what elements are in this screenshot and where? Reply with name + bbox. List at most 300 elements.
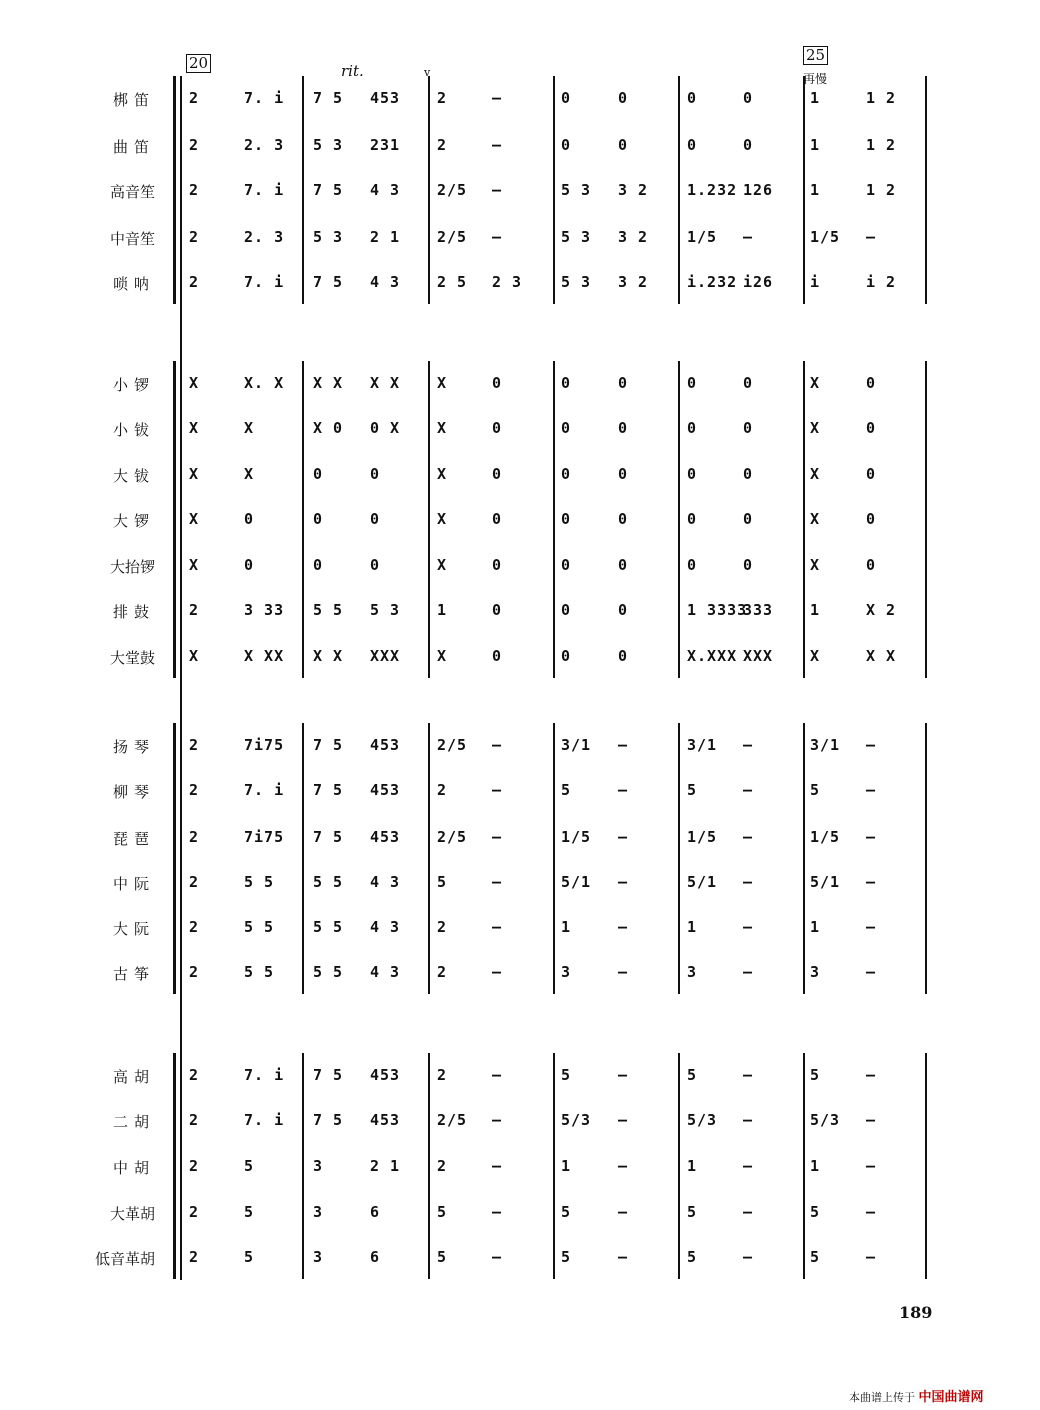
note-cell: – bbox=[618, 918, 629, 936]
note-cell: 2/5 bbox=[437, 736, 468, 754]
note-cell: 0 bbox=[561, 374, 572, 392]
note-cell: 0 bbox=[687, 510, 698, 528]
note-cell: – bbox=[618, 781, 629, 799]
note-cell: 5 bbox=[561, 1248, 572, 1266]
note-cell: 3/1 bbox=[810, 736, 841, 754]
note-cell: 0 bbox=[492, 465, 503, 483]
note-cell: X bbox=[189, 419, 200, 437]
note-cell: 5 bbox=[687, 1248, 698, 1266]
note-cell: 3 bbox=[561, 963, 572, 981]
instrument-label: 小钹 bbox=[112, 421, 155, 439]
note-cell: 1 bbox=[437, 601, 448, 619]
note-cell: 5/3 bbox=[810, 1111, 841, 1129]
note-cell: 2 bbox=[189, 89, 200, 107]
note-cell: 0 bbox=[492, 556, 503, 574]
barline bbox=[678, 76, 680, 304]
note-cell: 0 X bbox=[370, 419, 401, 437]
note-cell: 0 bbox=[370, 510, 381, 528]
instrument-label: 小锣 bbox=[112, 376, 155, 394]
note-cell: 2 bbox=[189, 181, 200, 199]
note-cell: 7. i bbox=[244, 89, 285, 107]
note-cell: – bbox=[866, 918, 877, 936]
note-cell: – bbox=[492, 1203, 503, 1221]
note-cell: 0 bbox=[743, 136, 754, 154]
note-cell: 0 bbox=[743, 419, 754, 437]
note-cell: 3 2 bbox=[618, 273, 649, 291]
note-cell: X.XXX bbox=[687, 647, 738, 665]
note-cell: 0 bbox=[561, 556, 572, 574]
note-cell: 3/1 bbox=[561, 736, 592, 754]
note-cell: XXX bbox=[370, 647, 401, 665]
page-number: 189 bbox=[899, 1303, 933, 1322]
note-cell: 7 5 bbox=[313, 89, 344, 107]
note-cell: 3/1 bbox=[687, 736, 718, 754]
note-cell: 5 5 bbox=[313, 963, 344, 981]
note-cell: 5 bbox=[244, 1157, 255, 1175]
note-cell: 7. i bbox=[244, 1066, 285, 1084]
note-cell: – bbox=[492, 736, 503, 754]
note-cell: i bbox=[810, 273, 821, 291]
note-cell: 5 3 bbox=[313, 136, 344, 154]
note-cell: 3 bbox=[810, 963, 821, 981]
note-cell: 1 bbox=[810, 181, 821, 199]
note-cell: 2 bbox=[189, 781, 200, 799]
barline bbox=[803, 361, 805, 678]
note-cell: – bbox=[743, 1157, 754, 1175]
note-cell: – bbox=[866, 828, 877, 846]
note-cell: – bbox=[866, 736, 877, 754]
note-cell: 0 bbox=[561, 601, 572, 619]
note-cell: 2 bbox=[189, 1157, 200, 1175]
note-cell: – bbox=[492, 873, 503, 891]
note-cell: 0 bbox=[244, 510, 255, 528]
note-cell: 5 3 bbox=[313, 228, 344, 246]
note-cell: 1 bbox=[561, 1157, 572, 1175]
instrument-label: 大阮 bbox=[112, 920, 155, 938]
note-cell: X X bbox=[370, 374, 401, 392]
note-cell: 0 bbox=[492, 374, 503, 392]
note-cell: X bbox=[189, 556, 200, 574]
note-cell: 0 bbox=[618, 510, 629, 528]
note-cell: 1 bbox=[687, 1157, 698, 1175]
note-cell: 0 bbox=[687, 556, 698, 574]
note-cell: 3 bbox=[313, 1248, 324, 1266]
note-cell: 5 bbox=[561, 1203, 572, 1221]
note-cell: – bbox=[492, 1066, 503, 1084]
note-cell: 0 bbox=[492, 647, 503, 665]
note-cell: 5 bbox=[687, 1203, 698, 1221]
note-cell: 2 bbox=[437, 1066, 448, 1084]
barline bbox=[428, 76, 430, 304]
note-cell: 2 bbox=[189, 273, 200, 291]
note-cell: 453 bbox=[370, 1111, 401, 1129]
note-cell: 5 5 bbox=[313, 918, 344, 936]
instrument-label: 中音笙 bbox=[109, 230, 155, 248]
note-cell: 2 1 bbox=[370, 228, 401, 246]
note-cell: 2 bbox=[189, 136, 200, 154]
note-cell: 1/5 bbox=[561, 828, 592, 846]
note-cell: 2 bbox=[189, 1111, 200, 1129]
barline bbox=[925, 361, 927, 678]
note-cell: 0 bbox=[866, 419, 877, 437]
note-cell: 5 5 bbox=[244, 918, 275, 936]
barline bbox=[302, 76, 304, 304]
note-cell: X XX bbox=[244, 647, 285, 665]
note-cell: 2 bbox=[189, 1248, 200, 1266]
note-cell: 333 bbox=[743, 601, 774, 619]
note-cell: X bbox=[810, 647, 821, 665]
instrument-label: 高音笙 bbox=[109, 183, 155, 201]
note-cell: 5 bbox=[437, 1203, 448, 1221]
instrument-label: 中胡 bbox=[112, 1159, 155, 1177]
note-cell: 5 bbox=[687, 781, 698, 799]
instrument-label: 大堂鼓 bbox=[109, 649, 155, 667]
footer-site: 中国曲谱网 bbox=[918, 1390, 984, 1405]
note-cell: 0 bbox=[618, 465, 629, 483]
note-cell: 0 bbox=[866, 510, 877, 528]
barline bbox=[925, 723, 927, 994]
instrument-label: 扬琴 bbox=[112, 738, 155, 756]
instrument-label: 低音革胡 bbox=[94, 1250, 155, 1268]
note-cell: 0 bbox=[687, 89, 698, 107]
note-cell: – bbox=[492, 1248, 503, 1266]
note-cell: – bbox=[743, 1248, 754, 1266]
instrument-label: 二胡 bbox=[112, 1113, 155, 1131]
note-cell: 0 bbox=[561, 136, 572, 154]
footer-credit bbox=[849, 1386, 984, 1405]
tempo-rit: rit. bbox=[341, 62, 364, 80]
note-cell: – bbox=[743, 828, 754, 846]
instrument-label: 柳琴 bbox=[112, 783, 155, 801]
note-cell: 5 bbox=[437, 1248, 448, 1266]
footer-text: 本曲谱上传于 bbox=[849, 1391, 915, 1404]
barline bbox=[428, 1053, 430, 1279]
note-cell: – bbox=[743, 1066, 754, 1084]
instrument-label: 大抬锣 bbox=[109, 558, 155, 576]
instrument-label: 中阮 bbox=[112, 875, 155, 893]
note-cell: 5/1 bbox=[561, 873, 592, 891]
note-cell: – bbox=[492, 1111, 503, 1129]
note-cell: 453 bbox=[370, 89, 401, 107]
note-cell: 4 3 bbox=[370, 181, 401, 199]
note-cell: – bbox=[618, 1203, 629, 1221]
note-cell: 5/3 bbox=[561, 1111, 592, 1129]
note-cell: – bbox=[618, 736, 629, 754]
note-cell: 2 bbox=[189, 963, 200, 981]
note-cell: 1/5 bbox=[687, 828, 718, 846]
note-cell: – bbox=[866, 873, 877, 891]
note-cell: X X bbox=[313, 374, 344, 392]
note-cell: 7 5 bbox=[313, 736, 344, 754]
barline bbox=[302, 361, 304, 678]
note-cell: – bbox=[618, 1111, 629, 1129]
group-bracket bbox=[173, 1053, 176, 1279]
note-cell: – bbox=[492, 89, 503, 107]
barline bbox=[678, 723, 680, 994]
note-cell: X bbox=[437, 556, 448, 574]
note-cell: 2 bbox=[437, 89, 448, 107]
note-cell: X X bbox=[313, 647, 344, 665]
instrument-label: 琵琶 bbox=[112, 830, 155, 848]
note-cell: – bbox=[618, 963, 629, 981]
note-cell: 5/1 bbox=[810, 873, 841, 891]
note-cell: 1 bbox=[561, 918, 572, 936]
barline bbox=[302, 1053, 304, 1279]
note-cell: – bbox=[492, 228, 503, 246]
note-cell: 2 bbox=[437, 136, 448, 154]
note-cell: X bbox=[244, 465, 255, 483]
instrument-label: 曲笛 bbox=[112, 138, 155, 156]
note-cell: 231 bbox=[370, 136, 401, 154]
note-cell: 7. i bbox=[244, 1111, 285, 1129]
note-cell: 1 bbox=[810, 1157, 821, 1175]
note-cell: 2 bbox=[437, 963, 448, 981]
note-cell: 2 3 bbox=[492, 273, 523, 291]
note-cell: 0 bbox=[313, 465, 324, 483]
note-cell: 2/5 bbox=[437, 1111, 468, 1129]
note-cell: 5 bbox=[687, 1066, 698, 1084]
note-cell: X bbox=[189, 465, 200, 483]
note-cell: 0 bbox=[866, 374, 877, 392]
note-cell: 3 33 bbox=[244, 601, 285, 619]
note-cell: X bbox=[437, 465, 448, 483]
note-cell: – bbox=[492, 828, 503, 846]
note-cell: 0 bbox=[244, 556, 255, 574]
note-cell: 1 2 bbox=[866, 136, 897, 154]
note-cell: 3 bbox=[687, 963, 698, 981]
note-cell: 453 bbox=[370, 781, 401, 799]
note-cell: 5 bbox=[437, 873, 448, 891]
note-cell: – bbox=[743, 228, 754, 246]
note-cell: 2 bbox=[189, 828, 200, 846]
note-cell: 5 5 bbox=[313, 873, 344, 891]
barline bbox=[803, 76, 805, 304]
note-cell: 0 bbox=[618, 374, 629, 392]
group-bracket bbox=[173, 723, 176, 994]
note-cell: – bbox=[866, 1157, 877, 1175]
note-cell: 0 bbox=[687, 465, 698, 483]
barline bbox=[925, 1053, 927, 1279]
note-cell: X bbox=[437, 647, 448, 665]
note-cell: – bbox=[492, 963, 503, 981]
note-cell: X bbox=[189, 510, 200, 528]
note-cell: 1 3333 bbox=[687, 601, 748, 619]
note-cell: 7 5 bbox=[313, 181, 344, 199]
note-cell: 0 bbox=[618, 647, 629, 665]
note-cell: 5/3 bbox=[687, 1111, 718, 1129]
note-cell: 0 bbox=[370, 556, 381, 574]
note-cell: – bbox=[866, 963, 877, 981]
note-cell: 2 bbox=[189, 1203, 200, 1221]
instrument-label: 古筝 bbox=[112, 965, 155, 983]
barline bbox=[302, 723, 304, 994]
note-cell: 0 bbox=[618, 419, 629, 437]
note-cell: 5 3 bbox=[370, 601, 401, 619]
note-cell: – bbox=[743, 781, 754, 799]
note-cell: – bbox=[866, 1111, 877, 1129]
note-cell: 7i75 bbox=[244, 736, 285, 754]
note-cell: 2 1 bbox=[370, 1157, 401, 1175]
accent-mark: v bbox=[424, 66, 431, 79]
barline bbox=[678, 1053, 680, 1279]
note-cell: 1/5 bbox=[687, 228, 718, 246]
barline bbox=[925, 76, 927, 304]
note-cell: 5 bbox=[810, 1203, 821, 1221]
rehearsal-mark-25: 25 bbox=[803, 46, 828, 65]
note-cell: 2/5 bbox=[437, 828, 468, 846]
note-cell: – bbox=[492, 781, 503, 799]
note-cell: 453 bbox=[370, 828, 401, 846]
tempo-zaiman: 再慢 bbox=[803, 72, 828, 86]
barline bbox=[803, 1053, 805, 1279]
note-cell: 1 bbox=[810, 918, 821, 936]
instrument-label: 排鼓 bbox=[112, 603, 155, 621]
barline bbox=[428, 361, 430, 678]
note-cell: 5 bbox=[561, 781, 572, 799]
instrument-label: 唢呐 bbox=[112, 275, 155, 293]
note-cell: – bbox=[743, 918, 754, 936]
note-cell: – bbox=[866, 1203, 877, 1221]
note-cell: 0 bbox=[492, 419, 503, 437]
note-cell: 4 3 bbox=[370, 273, 401, 291]
note-cell: 1 2 bbox=[866, 181, 897, 199]
note-cell: – bbox=[492, 918, 503, 936]
note-cell: 1 bbox=[810, 601, 821, 619]
note-cell: X bbox=[437, 419, 448, 437]
note-cell: – bbox=[743, 873, 754, 891]
note-cell: 2 bbox=[189, 873, 200, 891]
note-cell: 1 2 bbox=[866, 89, 897, 107]
note-cell: 2. 3 bbox=[244, 136, 285, 154]
instrument-label: 高胡 bbox=[112, 1068, 155, 1086]
note-cell: 1.232 bbox=[687, 181, 738, 199]
note-cell: i26 bbox=[743, 273, 774, 291]
note-cell: 7i75 bbox=[244, 828, 285, 846]
system-spine bbox=[180, 76, 182, 1280]
note-cell: – bbox=[618, 1066, 629, 1084]
note-cell: 2 5 bbox=[437, 273, 468, 291]
note-cell: X 0 bbox=[313, 419, 344, 437]
note-cell: – bbox=[618, 1248, 629, 1266]
note-cell: – bbox=[743, 1111, 754, 1129]
note-cell: 5 bbox=[561, 1066, 572, 1084]
note-cell: 126 bbox=[743, 181, 774, 199]
note-cell: 1 bbox=[810, 136, 821, 154]
note-cell: – bbox=[492, 136, 503, 154]
note-cell: 0 bbox=[618, 601, 629, 619]
note-cell: X bbox=[244, 419, 255, 437]
note-cell: 0 bbox=[313, 556, 324, 574]
note-cell: – bbox=[866, 781, 877, 799]
note-cell: 2/5 bbox=[437, 228, 468, 246]
note-cell: 0 bbox=[561, 89, 572, 107]
note-cell: 1 bbox=[687, 918, 698, 936]
note-cell: X bbox=[189, 647, 200, 665]
note-cell: 0 bbox=[561, 647, 572, 665]
note-cell: 2 bbox=[189, 918, 200, 936]
note-cell: 7 5 bbox=[313, 828, 344, 846]
note-cell: 2 bbox=[189, 736, 200, 754]
group-bracket bbox=[173, 361, 176, 678]
note-cell: 7 5 bbox=[313, 1066, 344, 1084]
note-cell: 3 2 bbox=[618, 228, 649, 246]
note-cell: – bbox=[743, 1203, 754, 1221]
group-bracket bbox=[173, 76, 176, 304]
note-cell: 0 bbox=[618, 556, 629, 574]
note-cell: 2 bbox=[189, 1066, 200, 1084]
note-cell: 0 bbox=[687, 374, 698, 392]
note-cell: 1/5 bbox=[810, 228, 841, 246]
note-cell: 0 bbox=[743, 556, 754, 574]
note-cell: – bbox=[866, 228, 877, 246]
note-cell: X bbox=[437, 510, 448, 528]
note-cell: X bbox=[189, 374, 200, 392]
note-cell: i.232 bbox=[687, 273, 738, 291]
barline bbox=[553, 1053, 555, 1279]
note-cell: X bbox=[810, 465, 821, 483]
note-cell: 2. 3 bbox=[244, 228, 285, 246]
note-cell: 0 bbox=[743, 510, 754, 528]
barline bbox=[553, 361, 555, 678]
note-cell: i 2 bbox=[866, 273, 897, 291]
instrument-label: 大革胡 bbox=[109, 1205, 155, 1223]
note-cell: 6 bbox=[370, 1203, 381, 1221]
note-cell: 4 3 bbox=[370, 963, 401, 981]
note-cell: 0 bbox=[743, 374, 754, 392]
note-cell: X bbox=[810, 419, 821, 437]
note-cell: X bbox=[437, 374, 448, 392]
note-cell: – bbox=[618, 828, 629, 846]
note-cell: 7. i bbox=[244, 181, 285, 199]
note-cell: – bbox=[866, 1066, 877, 1084]
note-cell: 1 bbox=[810, 89, 821, 107]
note-cell: – bbox=[866, 1248, 877, 1266]
instrument-label: 梆笛 bbox=[112, 91, 155, 109]
instrument-label: 大钹 bbox=[112, 467, 155, 485]
note-cell: – bbox=[743, 963, 754, 981]
note-cell: 0 bbox=[561, 419, 572, 437]
rehearsal-mark-20: 20 bbox=[186, 54, 211, 73]
note-cell: X 2 bbox=[866, 601, 897, 619]
note-cell: 0 bbox=[743, 465, 754, 483]
note-cell: 5 bbox=[810, 1248, 821, 1266]
note-cell: X bbox=[810, 374, 821, 392]
note-cell: 0 bbox=[687, 136, 698, 154]
note-cell: 5 3 bbox=[561, 181, 592, 199]
note-cell: 7. i bbox=[244, 273, 285, 291]
note-cell: – bbox=[492, 1157, 503, 1175]
note-cell: – bbox=[492, 181, 503, 199]
note-cell: 7 5 bbox=[313, 1111, 344, 1129]
note-cell: 0 bbox=[743, 89, 754, 107]
note-cell: 2 bbox=[437, 1157, 448, 1175]
note-cell: 2 bbox=[189, 601, 200, 619]
barline bbox=[803, 723, 805, 994]
note-cell: 5 5 bbox=[244, 873, 275, 891]
note-cell: 5 bbox=[244, 1248, 255, 1266]
note-cell: 0 bbox=[313, 510, 324, 528]
note-cell: 0 bbox=[492, 510, 503, 528]
note-cell: 453 bbox=[370, 736, 401, 754]
note-cell: 5 5 bbox=[244, 963, 275, 981]
note-cell: 0 bbox=[866, 556, 877, 574]
note-cell: 453 bbox=[370, 1066, 401, 1084]
note-cell: 0 bbox=[561, 465, 572, 483]
barline bbox=[428, 723, 430, 994]
note-cell: 5/1 bbox=[687, 873, 718, 891]
note-cell: 5 bbox=[810, 781, 821, 799]
barline bbox=[553, 76, 555, 304]
